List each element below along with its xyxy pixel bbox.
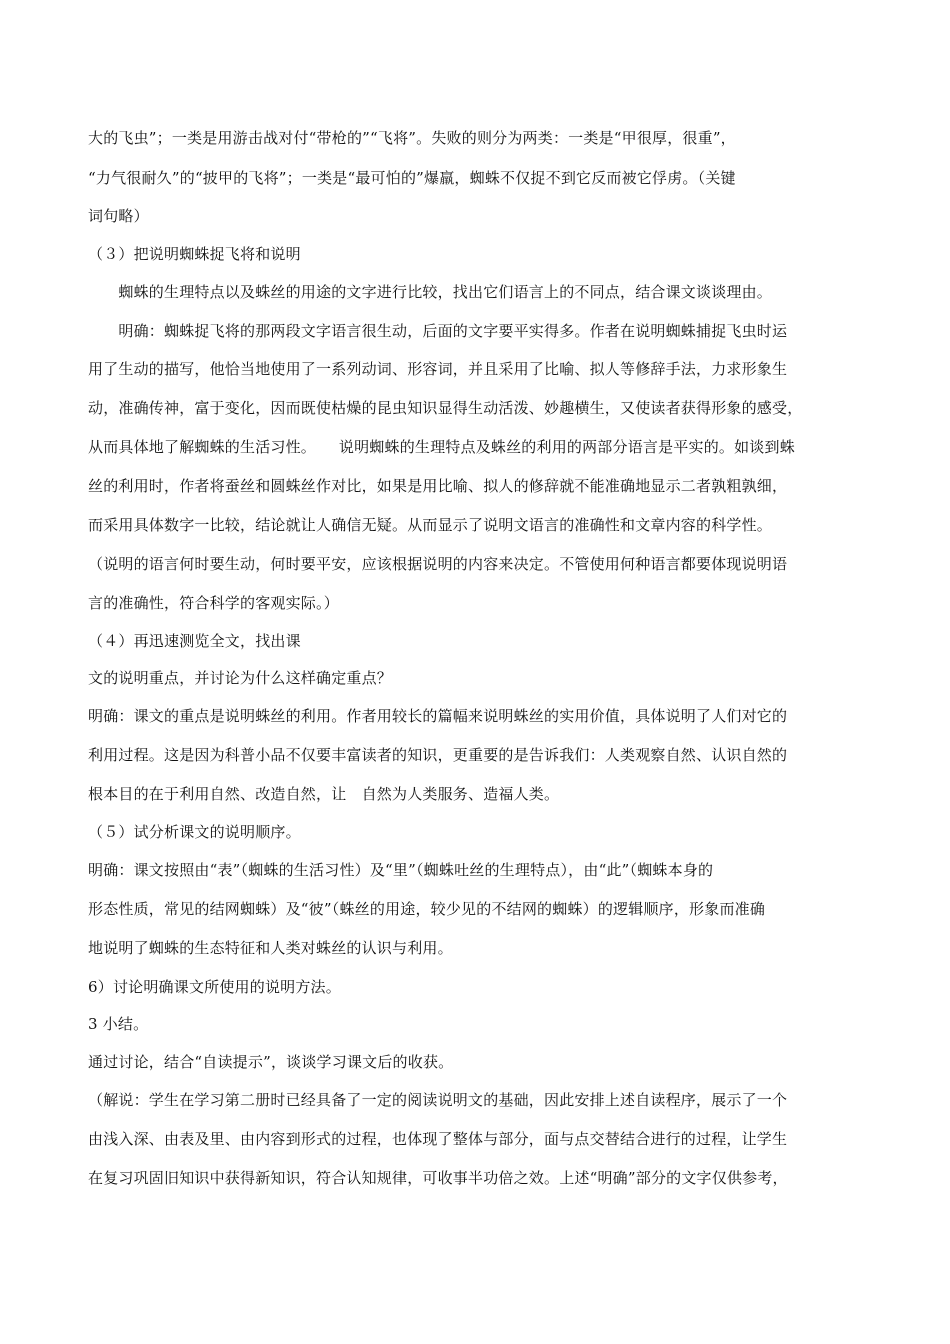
text-line: 在复习巩固旧知识中获得新知识，符合认知规律，可收事半功倍之效。上述“明确”部分的文字仅供参考， — [88, 1169, 788, 1187]
text-line: 词句略） — [88, 207, 149, 225]
text-line: 地说明了蜘蛛的生态特征和人类对蛛丝的认识与利用。 — [88, 939, 453, 957]
text-line: 利用过程。这是因为科普小品不仅要丰富读者的知识，更重要的是告诉我们：人类观察自然、认识自然的 — [88, 746, 788, 764]
text-line: 形态性质，常见的结网蜘蛛）及“彼”（蛛丝的用途，较少见的不结网的蜘蛛）的逻辑顺序，形象而准确 — [88, 900, 766, 918]
text-line: 大的飞虫”；一类是用游击战对付“带枪的”“飞将”。失败的则分为两类：一类是“甲很厚，很重”， — [88, 129, 736, 147]
text-line: “力气很耐久”的“披甲的飞将”；一类是“最可怕的”爆羸，蜘蛛不仅捉不到它反而被它俘虏。（关键 — [88, 169, 736, 187]
text-line: 动，准确传神，富于变化，因而既使枯燥的昆虫知识显得生动活泼、妙趣横生，又使读者获得形象的感受， — [88, 399, 803, 417]
text-line: 明确：课文按照由“表”（蜘蛛的生活习性）及“里”（蜘蛛吐丝的生理特点），由“此”（蜘蛛本身的 — [88, 861, 714, 879]
text-line: （说明的语言何时要生动，何时要平安，应该根据说明的内容来决定。不管使用何种语言都要体现说明语 — [88, 555, 788, 573]
text-line: 文的说明重点，并讨论为什么这样确定重点？ — [88, 669, 393, 687]
text-line: 用了生动的描写，他恰当地使用了一系列动词、形容词，并且采用了比喻、拟人等修辞手法，力求形象生 — [88, 360, 788, 378]
text-line: 蜘蛛的生理特点以及蛛丝的用途的文字进行比较，找出它们语言上的不同点，结合课文谈谈理由。 — [88, 283, 773, 301]
text-line: 由浅入深、由表及里、由内容到形式的过程，也体现了整体与部分，面与点交替结合进行的过程，让学生 — [88, 1130, 788, 1148]
text-line: 从而具体地了解蜘蛛的生活习性。 说明蜘蛛的生理特点及蛛丝的利用的两部分语言是平实的。如谈到蛛 — [88, 438, 795, 456]
section-heading: 6）讨论明确课文所使用的说明方法。 — [88, 978, 341, 996]
text-line: 丝的利用时，作者将蚕丝和圆蛛丝作对比，如果是用比喻、拟人的修辞就不能准确地显示二者孰粗孰细， — [88, 477, 788, 495]
section-heading: （４）再迅速测览全文，找出课 — [88, 632, 301, 650]
section-heading: （３）把说明蜘蛛捉飞将和说明 — [88, 245, 301, 263]
text-line: 明确：课文的重点是说明蛛丝的利用。作者用较长的篇幅来说明蛛丝的实用价值，具体说明了人们对它的 — [88, 707, 788, 725]
text-line: 言的准确性，符合科学的客观实际。） — [88, 594, 339, 612]
text-line: 通过讨论，结合“自读提示”，谈谈学习课文后的收获。 — [88, 1053, 454, 1071]
text-line: 明确：蜘蛛捉飞将的那两段文字语言很生动，后面的文字要平实得多。作者在说明蜘蛛捕捉飞虫时运 — [88, 322, 788, 340]
section-heading: （５）试分析课文的说明顺序。 — [88, 823, 301, 841]
section-heading: 3 小结。 — [88, 1015, 149, 1033]
text-line: 根本目的在于利用自然、改造自然，让 自然为人类服务、造福人类。 — [88, 785, 560, 803]
text-line: （解说：学生在学习第二册时已经具备了一定的阅读说明文的基础，因此安排上述自读程序，展示了一个 — [88, 1091, 788, 1109]
text-line: 而采用具体数字一比较，结论就让人确信无疑。从而显示了说明文语言的准确性和文章内容的科学性。 — [88, 516, 773, 534]
